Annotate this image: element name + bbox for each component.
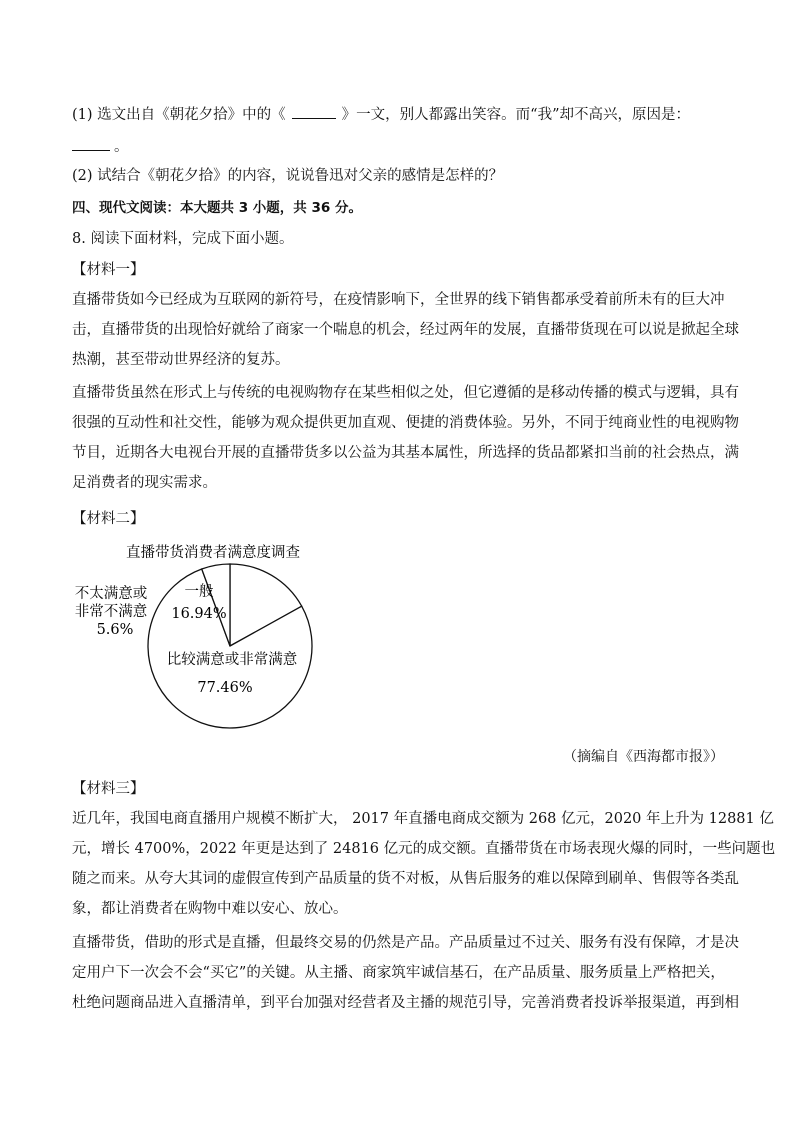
material-3-paragraph-2 (72, 928, 739, 1018)
slice-value-dissatisfied: 5.6% (96, 622, 134, 638)
slice-label-general: 一般 (184, 584, 214, 600)
paragraph-line: 杜绝问题商品进入直播清单，到平台加强对经营者及主播的规范引导，完善消费者投诉举报渠道，再到相 (72, 995, 739, 1011)
slice-value-general: 16.94% (171, 606, 227, 622)
material-1-paragraph-1 (72, 285, 739, 375)
material-2-heading: 【材料二】 (72, 511, 145, 527)
material-1-paragraph-2 (72, 378, 739, 498)
answer-blank (292, 104, 336, 119)
paragraph-line: 象，都让消费者在购物中难以安心、放心。 (72, 901, 348, 917)
answer-blank-2 (72, 136, 110, 151)
question-1-text-a: (1) 选文出自《朝花夕拾》中的《 (72, 107, 286, 123)
question-1 (72, 104, 690, 125)
paragraph-line: 随之而来。从夸大其词的虚假宣传到产品质量的货不对板，从售后服务的难以保障到刷单、售假等各类乱 (72, 871, 739, 887)
pie-chart (60, 535, 380, 740)
section-heading: 四、现代文阅读：本大题共 3 小题，共 36 分。 (72, 200, 362, 216)
material-3-paragraph-1 (72, 804, 776, 924)
paragraph-line: 元，增长 4700%，2022 年更是达到了 24816 亿元的成交额。直播带货在市场表现火爆的同时，一些问题也 (72, 841, 776, 857)
question-1-end: 。 (114, 139, 129, 155)
question-1-continuation (72, 136, 129, 157)
paragraph-line: 热潮，甚至带动世界经济的复苏。 (72, 352, 290, 368)
question-8-intro: 8. 阅读下面材料，完成下面小题。 (72, 231, 294, 247)
question-2: (2) 试结合《朝花夕拾》的内容，说说鲁迅对父亲的感情是怎样的？ (72, 168, 504, 184)
pie-slices (148, 564, 312, 728)
material-1-heading: 【材料一】 (72, 262, 145, 278)
slice-label-satisfied: 比较满意或非常满意 (166, 652, 298, 668)
paragraph-line: 很强的互动性和社交性，能够为观众提供更加直观、便捷的消费体验。另外，不同于纯商业性的电视购物 (72, 415, 739, 431)
paragraph-line: 击，直播带货的出现恰好就给了商家一个喘息的机会，经过两年的发展，直播带货现在可以说是掀起全球 (72, 322, 739, 338)
question-1-text-b: 》一文，别人都露出笑容。而“我”却不高兴，原因是： (341, 107, 690, 123)
paragraph-line: 直播带货如今已经成为互联网的新符号，在疫情影响下，全世界的线下销售都承受着前所未有的巨大冲 (72, 292, 725, 308)
paragraph-line: 定用户下一次会不会“买它”的关键。从主播、商家筑牢诚信基石，在产品质量、服务质量上严格把关， (72, 965, 725, 981)
slice-label-dissatisfied-line1: 不太满意或 (74, 586, 148, 602)
paragraph-line: 直播带货虽然在形式上与传统的电视购物存在某些相似之处，但它遵循的是移动传播的模式与逻辑，具有 (72, 385, 739, 401)
paragraph-line: 足消费者的现实需求。 (72, 475, 217, 491)
material-2-source: （摘编自《西海都市报》） (563, 749, 724, 765)
material-3-heading: 【材料三】 (72, 781, 145, 797)
chart-title: 直播带货消费者满意度调查 (126, 545, 300, 561)
paragraph-line: 近几年，我国电商直播用户规模不断扩大， 2017 年直播电商成交额为 268 亿元，2020 年上升为 12881 亿 (72, 811, 774, 827)
paragraph-line: 节目，近期各大电视台开展的直播带货多以公益为其基本属性，所选择的货品都紧扣当前的社会热点，满 (72, 445, 739, 461)
slice-value-satisfied: 77.46% (197, 680, 253, 696)
slice-label-dissatisfied-line2: 非常不满意 (74, 604, 148, 620)
paragraph-line: 直播带货，借助的形式是直播，但最终交易的仍然是产品。产品质量过不过关、服务有没有保障，才是决 (72, 935, 739, 951)
